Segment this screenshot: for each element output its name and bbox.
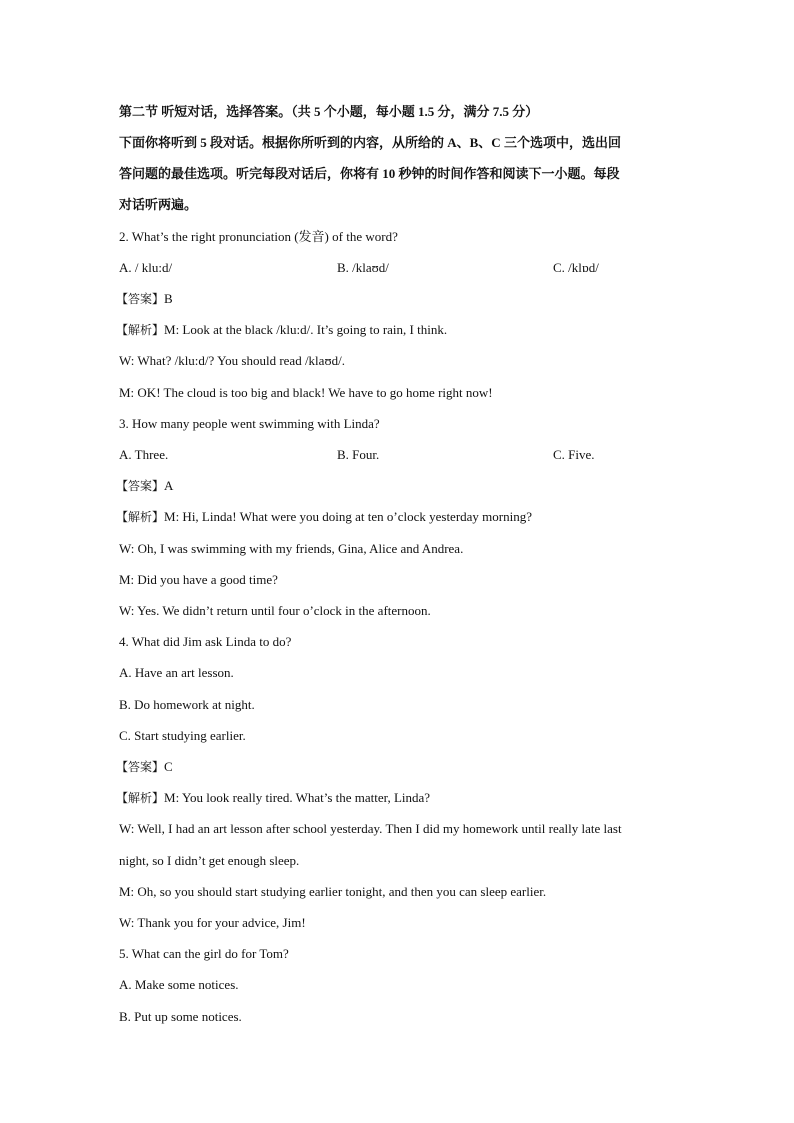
dialogue-line: night, so I didn’t get enough sleep. (119, 853, 300, 868)
analysis-label: 【解析】 (116, 510, 165, 524)
dialogue-line: M: OK! The cloud is too big and black! We have to go home right now! (119, 385, 493, 400)
dialogue-line: W: Thank you for your advice, Jim! (119, 915, 306, 930)
answer-value: A (164, 478, 174, 493)
question-5-stem: 5. What can the girl do for Tom? (119, 946, 289, 961)
section-heading: 第二节 听短对话，选择答案。（共 5 个小题，每小题 1.5 分，满分 7.5 分） (119, 104, 539, 119)
question-2-answer (116, 291, 173, 307)
question-3-option-c: C. Five. (553, 447, 595, 462)
analysis-text: M: Hi, Linda! What were you doing at ten o’clock yesterday morning? (164, 509, 533, 524)
dialogue-line: M: Did you have a good time? (119, 572, 278, 587)
question-4-stem: 4. What did Jim ask Linda to do? (119, 634, 292, 649)
question-4-option-a: A. Have an art lesson. (119, 665, 234, 680)
answer-label: 【答案】 (116, 760, 165, 774)
question-2-analysis (116, 322, 447, 338)
dialogue-line: W: What? /klu:d/? You should read /klaʊd/. (119, 353, 345, 368)
analysis-text: M: Look at the black /klu:d/. It’s going to rain, I think. (164, 322, 448, 337)
question-2-option-b: B. /klaʊd/ (337, 260, 389, 275)
answer-value: B (164, 291, 173, 306)
question-3-option-b: B. Four. (337, 447, 380, 462)
dialogue-line: W: Well, I had an art lesson after school yesterday. Then I did my homework until really late last (119, 821, 622, 836)
dialogue-line: M: Oh, so you should start studying earlier tonight, and then you can sleep earlier. (119, 884, 547, 899)
question-5-option-b: B. Put up some notices. (119, 1009, 242, 1024)
question-4-option-b: B. Do homework at night. (119, 697, 255, 712)
instruction-line-3: 对话听两遍。 (119, 197, 198, 212)
instruction-line-2: 答问题的最佳选项。听完每段对话后，你将有 10 秒钟的时间作答和阅读下一小题。每段 (119, 166, 620, 181)
analysis-text: M: You look really tired. What’s the matter, Linda? (164, 790, 431, 805)
question-2-option-c: C. /klɒd/ (553, 260, 599, 275)
dialogue-line: W: Yes. We didn’t return until four o’clock in the afternoon. (119, 603, 431, 618)
question-4-analysis (116, 790, 430, 806)
question-3-answer (116, 478, 173, 494)
question-3-analysis (116, 509, 532, 525)
instruction-line-1: 下面你将听到 5 段对话。根据你所听到的内容，从所给的 A、B、C 三个选项中，选出回 (119, 135, 621, 150)
question-3-option-a: A. Three. (119, 447, 169, 462)
question-5-option-a: A. Make some notices. (119, 977, 239, 992)
question-2-option-a: A. / klu:d/ (119, 260, 173, 275)
answer-value: C (164, 759, 173, 774)
question-3-stem: 3. How many people went swimming with Linda? (119, 416, 380, 431)
answer-label: 【答案】 (116, 479, 165, 493)
question-4-option-c: C. Start studying earlier. (119, 728, 246, 743)
question-4-answer (116, 759, 173, 775)
analysis-label: 【解析】 (116, 791, 165, 805)
dialogue-line: W: Oh, I was swimming with my friends, Gina, Alice and Andrea. (119, 541, 464, 556)
question-2-stem: 2. What’s the right pronunciation (发音) of the word? (119, 229, 398, 244)
analysis-label: 【解析】 (116, 323, 165, 337)
answer-label: 【答案】 (116, 292, 165, 306)
